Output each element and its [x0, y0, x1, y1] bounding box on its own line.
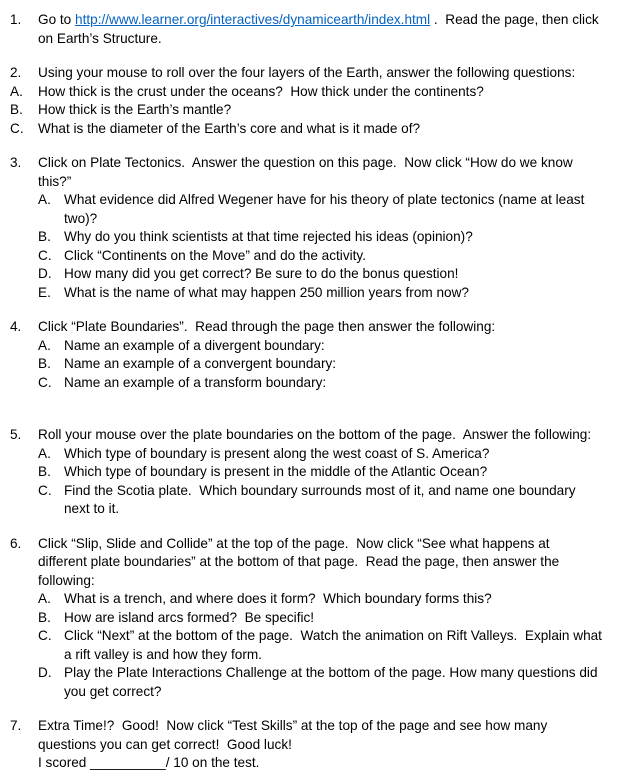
question-4-number: 4. — [10, 319, 22, 334]
question-7-number: 7. — [10, 718, 22, 733]
question-3a-letter: A. — [38, 192, 51, 207]
question-6a-letter: A. — [38, 591, 51, 606]
question-2-number: 2. — [10, 65, 22, 80]
question-5b-letter: B. — [38, 464, 51, 479]
question-6-row — [0, 535, 602, 591]
question-3c — [0, 247, 602, 266]
question-2-text: Using your mouse to roll over the four layers of the Earth, answer the following questions: — [38, 65, 576, 80]
question-6b — [0, 609, 602, 628]
question-5-row — [0, 426, 602, 445]
question-2 — [0, 64, 602, 138]
question-4c-letter: C. — [38, 374, 52, 390]
question-2c-letter: C. — [10, 120, 24, 136]
question-5 — [0, 426, 602, 519]
question-3d-letter: D. — [38, 266, 52, 281]
question-7 — [0, 717, 602, 773]
question-6d-letter: D. — [38, 665, 52, 680]
question-4 — [0, 318, 602, 392]
question-3c-letter: C. — [38, 247, 52, 263]
question-2a — [0, 83, 602, 102]
question-5b — [0, 463, 602, 482]
question-6a-text: What is a trench, and where does it form? Which boundary forms this? — [64, 591, 492, 606]
question-5c-letter: C. — [38, 482, 52, 498]
question-2c-text: What is the diameter of the Earth’s core and what is it made of? — [38, 120, 421, 136]
question-4a — [0, 337, 602, 356]
question-2b — [0, 101, 602, 120]
question-4c-text: Name an example of a transform boundary: — [64, 374, 327, 390]
question-4b-text: Name an example of a convergent boundary: — [64, 356, 337, 371]
question-3-number: 3. — [10, 155, 22, 170]
question-6b-text: How are island arcs formed? Be specific! — [64, 609, 315, 625]
question-6-text: Click “Slip, Slide and Collide” at the top of the page. Now click “See what happens at different plate boundaries” at the bottom of that page. Read the page, then answer the following: — [38, 535, 563, 588]
question-1-text-before-link: Go to — [38, 12, 76, 27]
score-blank-line: I scored __________/ 10 on the test. — [38, 755, 260, 770]
question-6d — [0, 664, 602, 701]
question-6c-letter: C. — [38, 628, 52, 643]
question-3c-text: Click “Continents on the Move” and do the activity. — [64, 247, 366, 263]
question-1-number: 1. — [10, 12, 22, 27]
question-3e-text: What is the name of what may happen 250 million years from now? — [64, 284, 469, 300]
question-1-text — [38, 11, 602, 48]
question-3 — [0, 154, 602, 302]
question-3e — [0, 284, 602, 303]
question-4a-text: Name an example of a divergent boundary: — [64, 337, 325, 353]
question-4b — [0, 355, 602, 374]
question-5a — [0, 445, 602, 464]
dynamic-earth-link[interactable]: http://www.learner.org/interactives/dynamicearth/index.html — [75, 12, 431, 27]
question-5-number: 5. — [10, 427, 22, 442]
question-2-row — [0, 64, 602, 83]
question-4b-letter: B. — [38, 356, 51, 371]
question-3a-text: What evidence did Alfred Wegener have for his theory of plate tectonics (name at least two)? — [64, 192, 589, 226]
question-5-text: Roll your mouse over the plate boundaries on the bottom of the page. Answer the following: — [38, 427, 592, 442]
question-7-row — [0, 717, 602, 754]
question-3b-text: Why do you think scientists at that time rejected his ideas (opinion)? — [64, 229, 473, 244]
question-3-text: Click on Plate Tectonics. Answer the question on this page. Now click “How do we know this?” — [38, 155, 577, 189]
question-3-row — [0, 154, 602, 191]
question-5b-text: Which type of boundary is present in the middle of the Atlantic Ocean? — [64, 464, 488, 479]
question-4-row — [0, 318, 602, 337]
question-3e-letter: E. — [38, 284, 51, 300]
question-5a-letter: A. — [38, 445, 51, 461]
question-2b-text: How thick is the Earth’s mantle? — [38, 102, 232, 117]
question-6d-text: Play the Plate Interactions Challenge at the bottom of the page. How many questions did you get correct? — [64, 665, 602, 699]
question-6a — [0, 590, 602, 609]
question-6c — [0, 627, 606, 664]
question-4a-letter: A. — [38, 337, 51, 353]
question-1-text-after-link: . Read the page, then click on Earth’s Structure. — [38, 12, 603, 46]
question-5c — [0, 482, 602, 519]
question-2a-letter: A. — [10, 83, 23, 99]
question-3a — [0, 191, 602, 228]
question-6b-letter: B. — [38, 609, 51, 625]
question-2a-text: How thick is the crust under the oceans? How thick under the continents? — [38, 83, 484, 99]
question-5c-text: Find the Scotia plate. Which boundary surrounds most of it, and name one boundary next to it. — [64, 482, 580, 516]
question-6-number: 6. — [10, 535, 22, 551]
question-1 — [0, 11, 602, 48]
question-2c — [0, 120, 602, 139]
question-3b — [0, 228, 602, 247]
question-2b-letter: B. — [10, 102, 23, 117]
question-7-text: Extra Time!? Good! Now click “Test Skills” at the top of the page and see how many questions you can get correct! Good luck! — [38, 718, 552, 752]
question-6 — [0, 535, 606, 702]
question-5a-text: Which type of boundary is present along the west coast of S. America? — [64, 445, 490, 461]
question-1-row — [0, 11, 602, 48]
question-4-text: Click “Plate Boundaries”. Read through the page then answer the following: — [38, 319, 496, 334]
question-6c-text: Click “Next” at the bottom of the page. Watch the animation on Rift Valleys. Explain what a rift valley is and how they form. — [64, 628, 606, 662]
question-3d-text: How many did you get correct? Be sure to do the bonus question! — [64, 266, 459, 281]
question-4c — [0, 374, 602, 393]
question-3b-letter: B. — [38, 229, 51, 244]
question-3d — [0, 265, 602, 284]
